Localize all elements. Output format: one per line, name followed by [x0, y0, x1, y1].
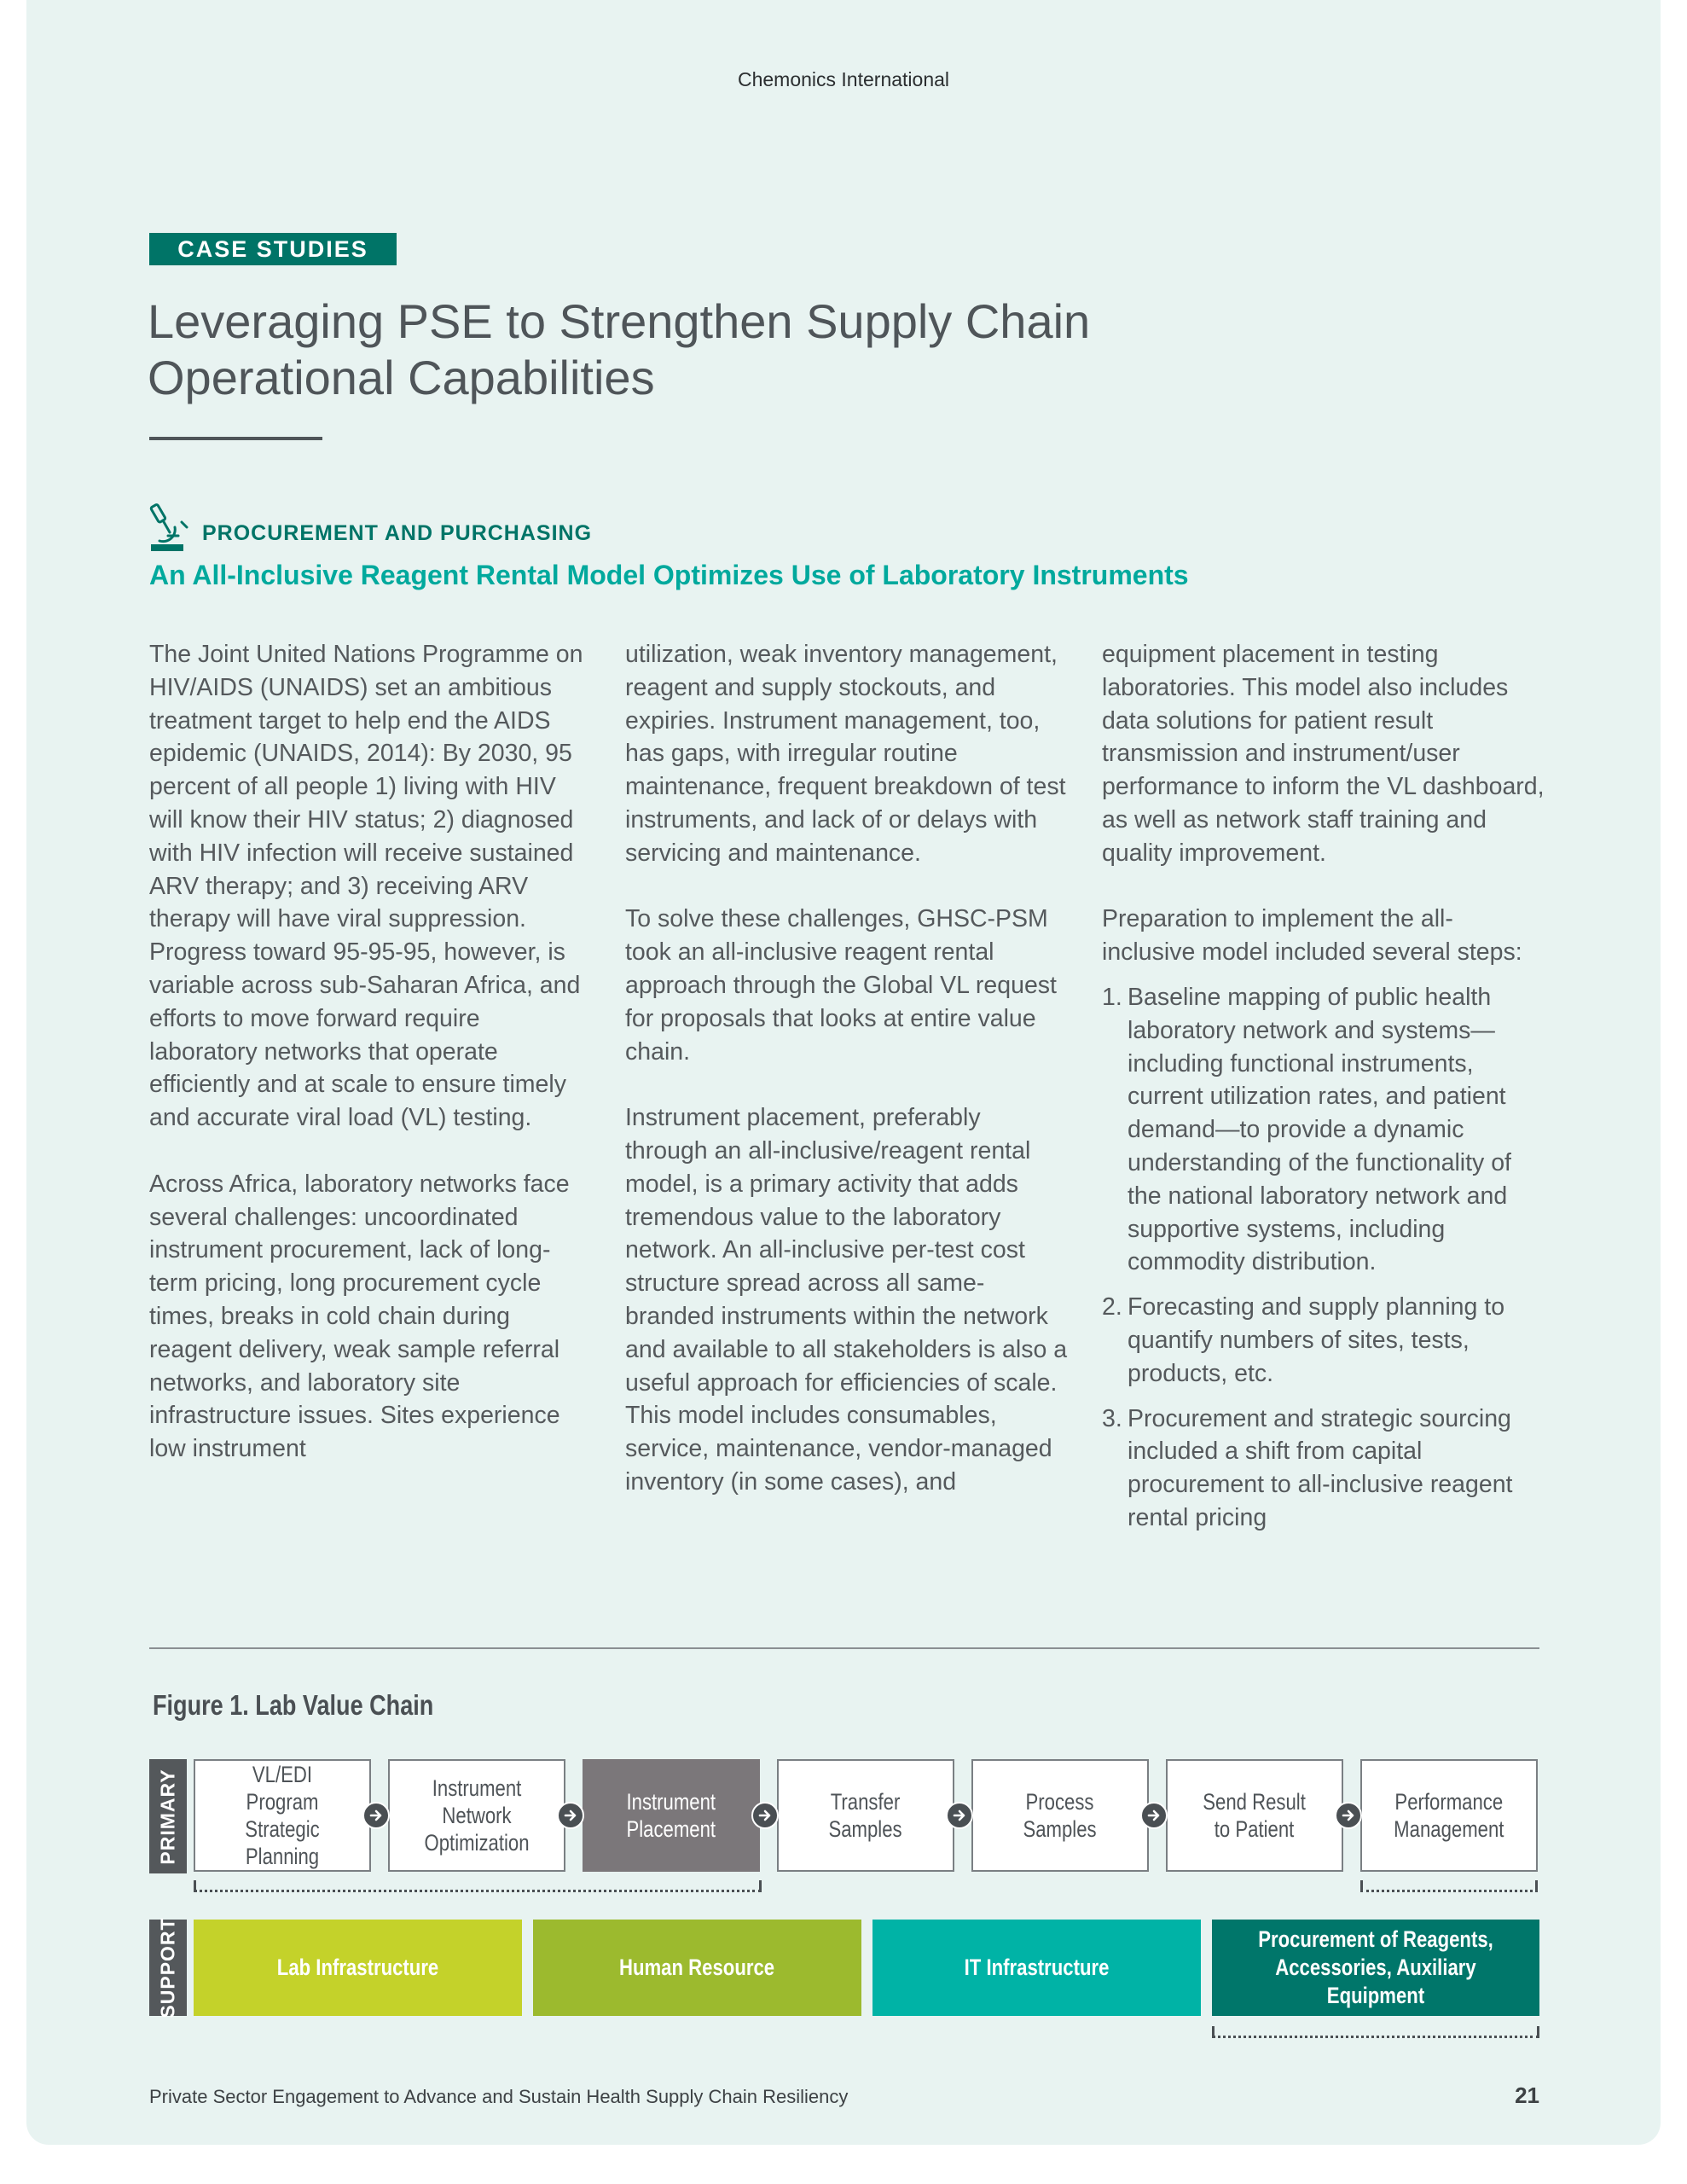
- arrow-right-icon: [362, 1802, 390, 1829]
- body-column-3: [1102, 638, 1545, 1547]
- dotted-bracket: [194, 1880, 762, 1892]
- support-label-text: SUPPORT: [156, 1917, 179, 2018]
- value-chain-step-label: Instrument Placement: [626, 1789, 716, 1842]
- value-chain-step: [388, 1759, 565, 1872]
- primary-label-text: PRIMARY: [156, 1768, 179, 1865]
- list-text: Procurement and strategic sourcing included a shift from capital procurement to all-inclusive reagent rental pricing: [1128, 1404, 1513, 1531]
- paragraph: Across Africa, laboratory networks face several challenges: uncoordinated instrument procurement, lack of long-term pricing, long procurement cycle times, breaks in cold chain during reagent delivery, weak sample referral networks, and laboratory site infrastructure issues. Sites experience low instrument: [149, 1170, 570, 1463]
- value-chain-step: [1166, 1759, 1343, 1872]
- support-activity: [872, 1920, 1201, 2016]
- value-chain-step-label: Performance Management: [1394, 1789, 1504, 1842]
- title-underline: [149, 437, 322, 440]
- arrow-right-icon: [557, 1802, 584, 1829]
- support-activity-label: IT Infrastructure: [964, 1955, 1110, 1980]
- microscope-icon: [149, 502, 188, 553]
- paragraph: Instrument placement, preferably through an all-inclusive/reagent rental model, is a primary activity that adds tremendous value to the laboratory network. An all-inclusive per-test cost structure spread across all same-branded instruments within the network and available to all stakeholders is also a useful approach for efficiencies of scale. This model includes consumables, service, maintenance, vendor-managed inventory (in some cases), and: [625, 1104, 1068, 1496]
- support-activity-label: Human Resource: [619, 1955, 775, 1980]
- list-number: 3.: [1102, 1404, 1122, 1432]
- article-subtitle: An All-Inclusive Reagent Rental Model Optimizes Use of Laboratory Instruments: [149, 560, 1189, 590]
- support-side-label: [149, 1917, 187, 2018]
- figure-title: Figure 1. Lab Value Chain: [153, 1689, 434, 1721]
- list-text: Baseline mapping of public health laboratory network and systems—including functional instruments, current utilization rates, and patient demand—to provide a dynamic understanding of the functionality of the national laboratory network and supportive systems, including commodity distribution.: [1128, 983, 1511, 1276]
- paragraph: equipment placement in testing laboratories. This model also includes data solutions for patient result transmission and instrument/user performance to inform the VL dashboard, as well as network staff training and quality improvement.: [1102, 641, 1545, 867]
- value-chain-step-label: Instrument Network Optimization: [424, 1775, 530, 1856]
- arrow-right-icon: [946, 1802, 973, 1829]
- support-activity: [1212, 1920, 1539, 2016]
- support-activity: [533, 1920, 861, 2016]
- page-number: 21: [1515, 2082, 1539, 2108]
- value-chain-step-label: Process Samples: [1023, 1789, 1098, 1842]
- list-number: 2.: [1102, 1293, 1122, 1321]
- support-activity-label: Lab Infrastructure: [276, 1955, 439, 1980]
- dotted-bracket: [1360, 1880, 1538, 1892]
- value-chain-step: [194, 1759, 371, 1872]
- paragraph: Preparation to implement the all-inclusive model included several steps:: [1102, 905, 1522, 967]
- list-item: [1102, 981, 1545, 1279]
- category-label: PROCUREMENT AND PURCHASING: [202, 521, 593, 545]
- page-title-line-2: Operational Capabilities: [148, 351, 655, 404]
- value-chain-step: [971, 1759, 1149, 1872]
- value-chain-step-label: VL/EDI Program Strategic Planning: [245, 1762, 320, 1869]
- footer-text: Private Sector Engagement to Advance and Sustain Health Supply Chain Resiliency: [149, 2086, 849, 2107]
- figure-divider: [149, 1647, 1539, 1649]
- value-chain-step: [1360, 1759, 1538, 1872]
- body-column-1: [149, 638, 584, 1499]
- paragraph: utilization, weak inventory management, reagent and supply stockouts, and expiries. Instrument management, too, has gaps, with irregular routine maintenance, frequent breakdown of test instruments, and lack of or delays with servicing and maintenance.: [625, 641, 1066, 867]
- list-number: 1.: [1102, 983, 1122, 1011]
- paragraph: The Joint United Nations Programme on HIV/AIDS (UNAIDS) set an ambitious treatment target to help end the AIDS epidemic (UNAIDS, 2014): By 2030, 95 percent of all people 1) living with HIV will know their HIV status; 2) diagnosed with HIV infection will receive sustained ARV therapy; and 3) receiving ARV therapy will have viral suppression. Progress toward 95-95-95, however, is variable across sub-Saharan Africa, and efforts to move forward require laboratory networks that operate efficiently and at scale to ensure timely and accurate viral load (VL) testing.: [149, 641, 583, 1132]
- arrow-right-icon: [1140, 1802, 1168, 1829]
- arrow-right-icon: [751, 1802, 779, 1829]
- page-title: [148, 293, 1256, 406]
- list-item: [1102, 1291, 1545, 1390]
- support-activity: [194, 1920, 522, 2016]
- value-chain-step-label: Send Result to Patient: [1203, 1789, 1307, 1842]
- value-chain-step-label: Transfer Samples: [828, 1789, 903, 1842]
- support-activity-label: Procurement of Reagents, Accessories, Auxiliary Equipment: [1258, 1926, 1493, 2008]
- arrow-right-icon: [1335, 1802, 1362, 1829]
- section-tag: CASE STUDIES: [149, 233, 397, 265]
- primary-side-label: [149, 1759, 187, 1873]
- list-text: Forecasting and supply planning to quantify numbers of sites, tests, products, etc.: [1128, 1293, 1505, 1387]
- dotted-bracket: [1212, 2026, 1539, 2038]
- body-column-2: [625, 638, 1069, 1532]
- page-title-line-1: Leveraging PSE to Strengthen Supply Chain: [148, 294, 1091, 348]
- value-chain-step: [777, 1759, 954, 1872]
- paragraph: To solve these challenges, GHSC-PSM took an all-inclusive reagent rental approach through the Global VL request for proposals that looks at entire value chain.: [625, 905, 1057, 1066]
- value-chain-step-highlighted: [583, 1759, 760, 1872]
- header-organization: Chemonics International: [737, 68, 950, 90]
- list-item: [1102, 1403, 1545, 1535]
- steps-list: [1102, 981, 1545, 1535]
